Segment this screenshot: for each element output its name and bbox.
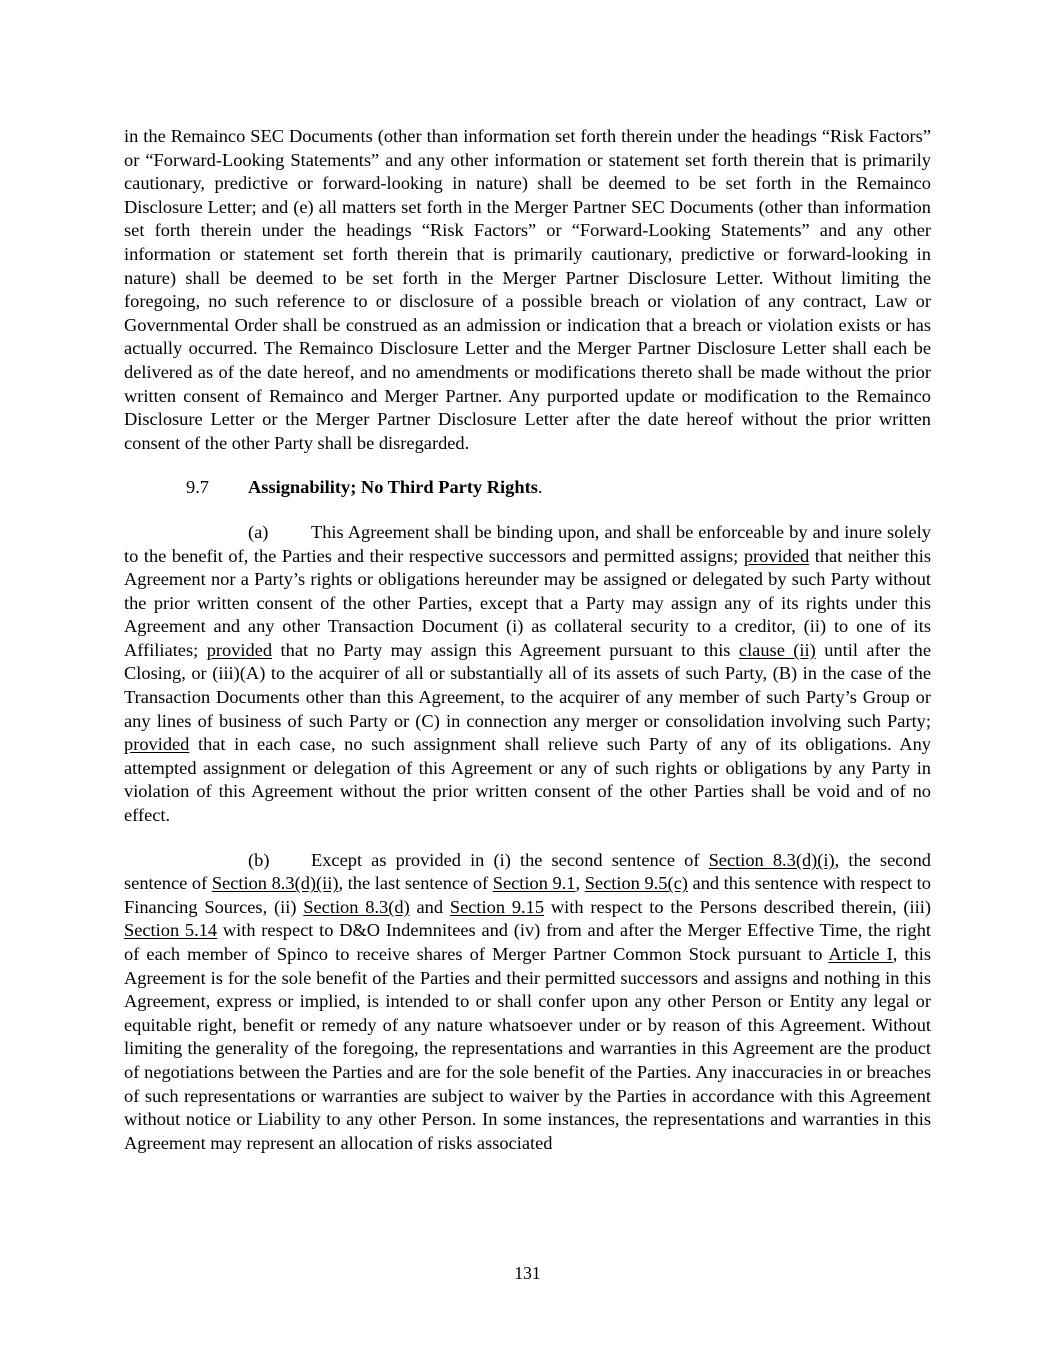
paragraph-b-text: , this Agreement is for the sole benefit of the Parties and their permitted successors and assigns and nothing in this Agreement, express or implied, is intended to or shall confer upon any other Person or Entity any legal or equitable right, benefit or remedy of any nature whatsoever under or by reason of this Agreement. Without limiting the generality of the foregoing, the representations and warranties in this Agreement are the product of negotiations between the Parties and are for the sole benefit of the Parties. Any inaccuracies in or breaches of such representations or warranties are subject to waiver by the Parties in accordance with this Agreement without notice or Liability to any other Person. In some instances, the representations and warranties in this Agreement may represent an allocation of risks associated <box>124 944 932 1153</box>
paragraph-b <box>124 849 931 1156</box>
document-page <box>124 125 931 1155</box>
paragraph-b-label: (b) <box>248 849 270 870</box>
section-reference: Section 9.15 <box>449 896 545 917</box>
section-reference: Section 8.3(d)(ii) <box>211 873 339 894</box>
paragraph-a <box>124 521 931 828</box>
paragraph-b-text: , the last sentence of <box>338 873 493 894</box>
provided-term: provided <box>206 639 273 660</box>
paragraph-b-text: , <box>575 873 585 894</box>
provided-term: provided <box>124 734 190 755</box>
paragraph-a-text: This Agreement shall be binding upon, and shall be enforceable by and inure solely to the benefit of, the Parties and their respective successors and permitted assigns; <box>124 521 931 566</box>
section-number: 9.7 <box>186 477 209 498</box>
section-reference: Section 8.3(d) <box>303 896 410 917</box>
paragraph-a-text: that no Party may assign this Agreement pursuant to this <box>272 639 739 660</box>
page-number: 131 <box>514 1263 541 1283</box>
paragraph-b-text: , the second sentence of <box>124 849 931 894</box>
paragraph-b-text: with respect to D&O Indemnitees and (iv) from and after the Merger Effective Time, the right of each member of Spinco to receive shares of Merger Partner Common Stock pursuant to <box>124 920 931 964</box>
paragraph-b-text: and this sentence with respect to Financing Sources, (ii) <box>124 873 931 917</box>
paragraph-a-text: that neither this Agreement nor a Party’s rights or obligations hereunder may be assigned or delegated by such Party without the prior written consent of the other Parties, except that a Party may assign any of its rights under this Agreement and any other Transaction Document (i) as collateral security to a creditor, (ii) to one of its Affiliates; <box>124 545 931 660</box>
paragraph-a-text: until after the Closing, or (iii)(A) to the acquirer of all or substantially all of its assets of such Party, (B) in the case of the Transaction Documents other than this Agreement, to the acquirer of any member of such Party’s Group or any lines of business of such Party or (C) in connection any merger or consolidation involving such Party; <box>124 639 932 731</box>
section-reference: Section 5.14 <box>124 920 218 941</box>
paragraph-b-text: with respect to the Persons described therein, (iii) <box>544 896 931 917</box>
paragraph-b-text: and <box>409 896 450 917</box>
intro-paragraph: in the Remainco SEC Documents (other than information set forth therein under the headings “Risk Factors” or “Forward-Looking Statements” and any other information or statement set forth therein that is primarily cautionary, predictive or forward-looking in nature) shall be deemed to be set forth in the Remainco Disclosure Letter; and (e) all matters set forth in the Merger Partner SEC Documents (other than information set forth therein under the headings “Risk Factors” or “Forward-Looking Statements” and any other information or statement set forth therein that is primarily cautionary, predictive or forward-looking in nature) shall be deemed to be set forth in the Merger Partner Disclosure Letter. Without limiting the foregoing, no such reference to or disclosure of a possible breach or violation of any contract, Law or Governmental Order shall be construed as an admission or indication that a breach or violation exists or has actually occurred. The Remainco Disclosure Letter and the Merger Partner Disclosure Letter shall each be delivered as of the date hereof, and no amendments or modifications thereto shall be made without the prior written consent of Remainco and Merger Partner. Any purported update or modification to the Remainco Disclosure Letter or the Merger Partner Disclosure Letter after the date hereof without the prior written consent of the other Party shall be disregarded. <box>124 126 931 453</box>
article-reference: Article I <box>828 944 893 964</box>
section-title-period: . <box>537 477 543 498</box>
section-reference: Section 9.5(c) <box>584 873 688 894</box>
section-reference: Section 9.1 <box>492 873 576 894</box>
paragraph-b-text: Except as provided in (i) the second sentence of <box>311 849 709 870</box>
provided-term: provided <box>743 545 810 566</box>
section-reference: Section 8.3(d)(i) <box>708 849 835 870</box>
section-title: Assignability; No Third Party Rights <box>248 477 538 498</box>
paragraph-a-label: (a) <box>248 521 269 542</box>
clause-ii-reference: clause (ii) <box>738 639 816 660</box>
section-heading <box>124 476 931 500</box>
paragraph-a-text: that in each case, no such assignment shall relieve such Party of any of its obligations. Any attempted assignment or delegation of this Agreement or any of such rights or obligations by any Party in violation of this Agreement without the prior written consent of the other Parties shall be void and of no effect. <box>124 734 931 826</box>
